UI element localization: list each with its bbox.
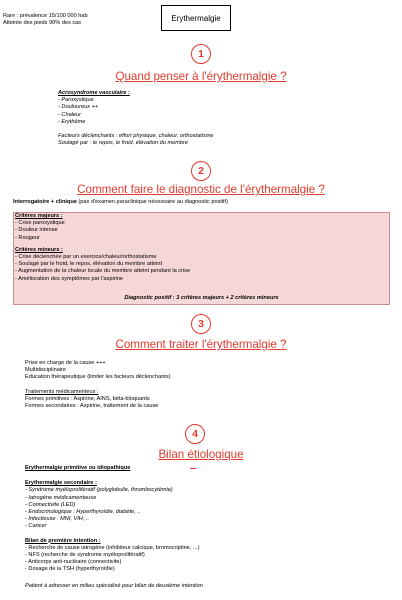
medication-heading: Traitements médicamenteux :	[25, 388, 99, 395]
triggers-text: Facteurs déclenchants : effort physique, chaleur, orthostatisme	[58, 133, 214, 140]
criteria-content	[15, 213, 190, 283]
list-item: - Douleur intense	[15, 227, 58, 234]
section-1-content	[58, 90, 213, 147]
list-item: - Soulagé par le froid, le repos, élévation du membre atteint	[15, 261, 163, 268]
spacer	[58, 126, 213, 133]
acrosyndrome-heading: Acrosyndrome vasculaire :	[58, 90, 130, 96]
secondary-heading: Erythermalgie secondaire :	[25, 480, 97, 487]
list-item: - Iatrogène médicamenteuse	[25, 494, 97, 501]
list-item: - Connectivite (LED)	[25, 501, 76, 508]
first-line-workup-heading: Bilan de première intention :	[25, 537, 101, 544]
list-item: - Crise paroxystique	[15, 220, 65, 227]
list-item: - Dosage de la TSH (hyperthyroïdie)	[25, 566, 115, 573]
section-1-title: Quand penser à l'érythermalgie ?	[115, 70, 287, 83]
list-item: - Infectieuse : MNI, VIH, ..	[25, 516, 90, 523]
list-item: - Douloureux ++	[58, 104, 99, 111]
medication-line: Formes secondaires : Aspirine, traitement de la cause	[25, 403, 159, 410]
section-1-number: 1	[191, 44, 211, 64]
document-title: Erythermalgie	[161, 5, 231, 31]
spacer	[25, 531, 203, 538]
section-3-number: 3	[191, 314, 211, 334]
prevalence-text: Rare : prévalence 15/100 000 hab	[3, 13, 88, 19]
list-item: - Cancer	[25, 523, 47, 530]
section-4-number: 4	[185, 424, 205, 444]
spacer	[25, 382, 171, 389]
treatment-line: Education thérapeutique (limiter les facteurs déclenchants)	[25, 374, 171, 381]
list-item: - Crise déclenchée par un exercice/chaleur/orthostatisme	[15, 254, 157, 261]
diagnosis-intro	[13, 199, 228, 206]
section-3-title: Comment traiter l'érythermalgie ?	[115, 338, 287, 351]
header-notes	[3, 13, 88, 27]
minor-criteria-heading: Critères mineurs :	[15, 246, 63, 253]
list-item: - Anticorps anti-nucléaire (connectivite)	[25, 559, 122, 566]
treatment-content	[25, 360, 171, 410]
section-2-title: Comment faire le diagnostic de l'érythermalgie ?	[77, 183, 325, 196]
positive-diagnosis-rule: Diagnostic positif : 3 critères majeurs + 2 critères mineurs	[124, 295, 279, 301]
list-item: - Chaleur	[58, 111, 82, 118]
spacer	[25, 472, 203, 480]
list-item: - Amélioration des symptômes par l'aspirine	[15, 275, 124, 282]
list-item: - Recherche de cause iatrogène (inhibiteur calcique, bromocriptine, ...)	[25, 544, 200, 551]
treatment-line: Prise en charge de la cause +++	[25, 360, 106, 366]
treatment-line: Multidisciplinaire	[25, 367, 67, 374]
list-item: - Endocrinologique : Hyperthyroïdie, diabète, ..	[25, 509, 141, 516]
section-2-number: 2	[191, 161, 211, 181]
section-4-title: Bilan étiologique	[158, 448, 244, 461]
medication-line: Formes primitives : Aspirine, AINS, béta-bloquants	[25, 395, 150, 402]
intro-bold: Interrogatoire + clinique	[13, 199, 77, 205]
feet-involvement-text: Atteinte des pieds 90% des cas	[3, 20, 82, 27]
spacer	[25, 574, 203, 583]
list-item: - Augmentation de la chaleur locale du membre atteint pendant la crise	[15, 268, 191, 275]
relief-text: Soulagé par : le repos, le froid, élévation du membre	[58, 140, 188, 147]
list-item: - Syndrome myéloprolifératif (polyglobulie, thrombocytémie)	[25, 487, 173, 494]
etiology-content	[25, 465, 203, 590]
primitive-heading: Erythermalgie primitive ou idiopathique	[25, 465, 131, 471]
referral-note: Patient à adresser en milieu spécialisé pour bilan de deuxième intention	[25, 582, 203, 589]
list-item: - NFS (recherche de syndrome myéloprolifératif)	[25, 552, 145, 559]
list-item: - Rougeur	[15, 234, 40, 241]
list-item: - Paroxystique	[58, 97, 94, 104]
intro-rest: (pas d'examen paraclinique nécessaire au diagnostic positif)	[76, 199, 228, 205]
list-item: - Erythème	[58, 118, 86, 125]
major-criteria-heading: Critères majeurs :	[15, 213, 63, 219]
